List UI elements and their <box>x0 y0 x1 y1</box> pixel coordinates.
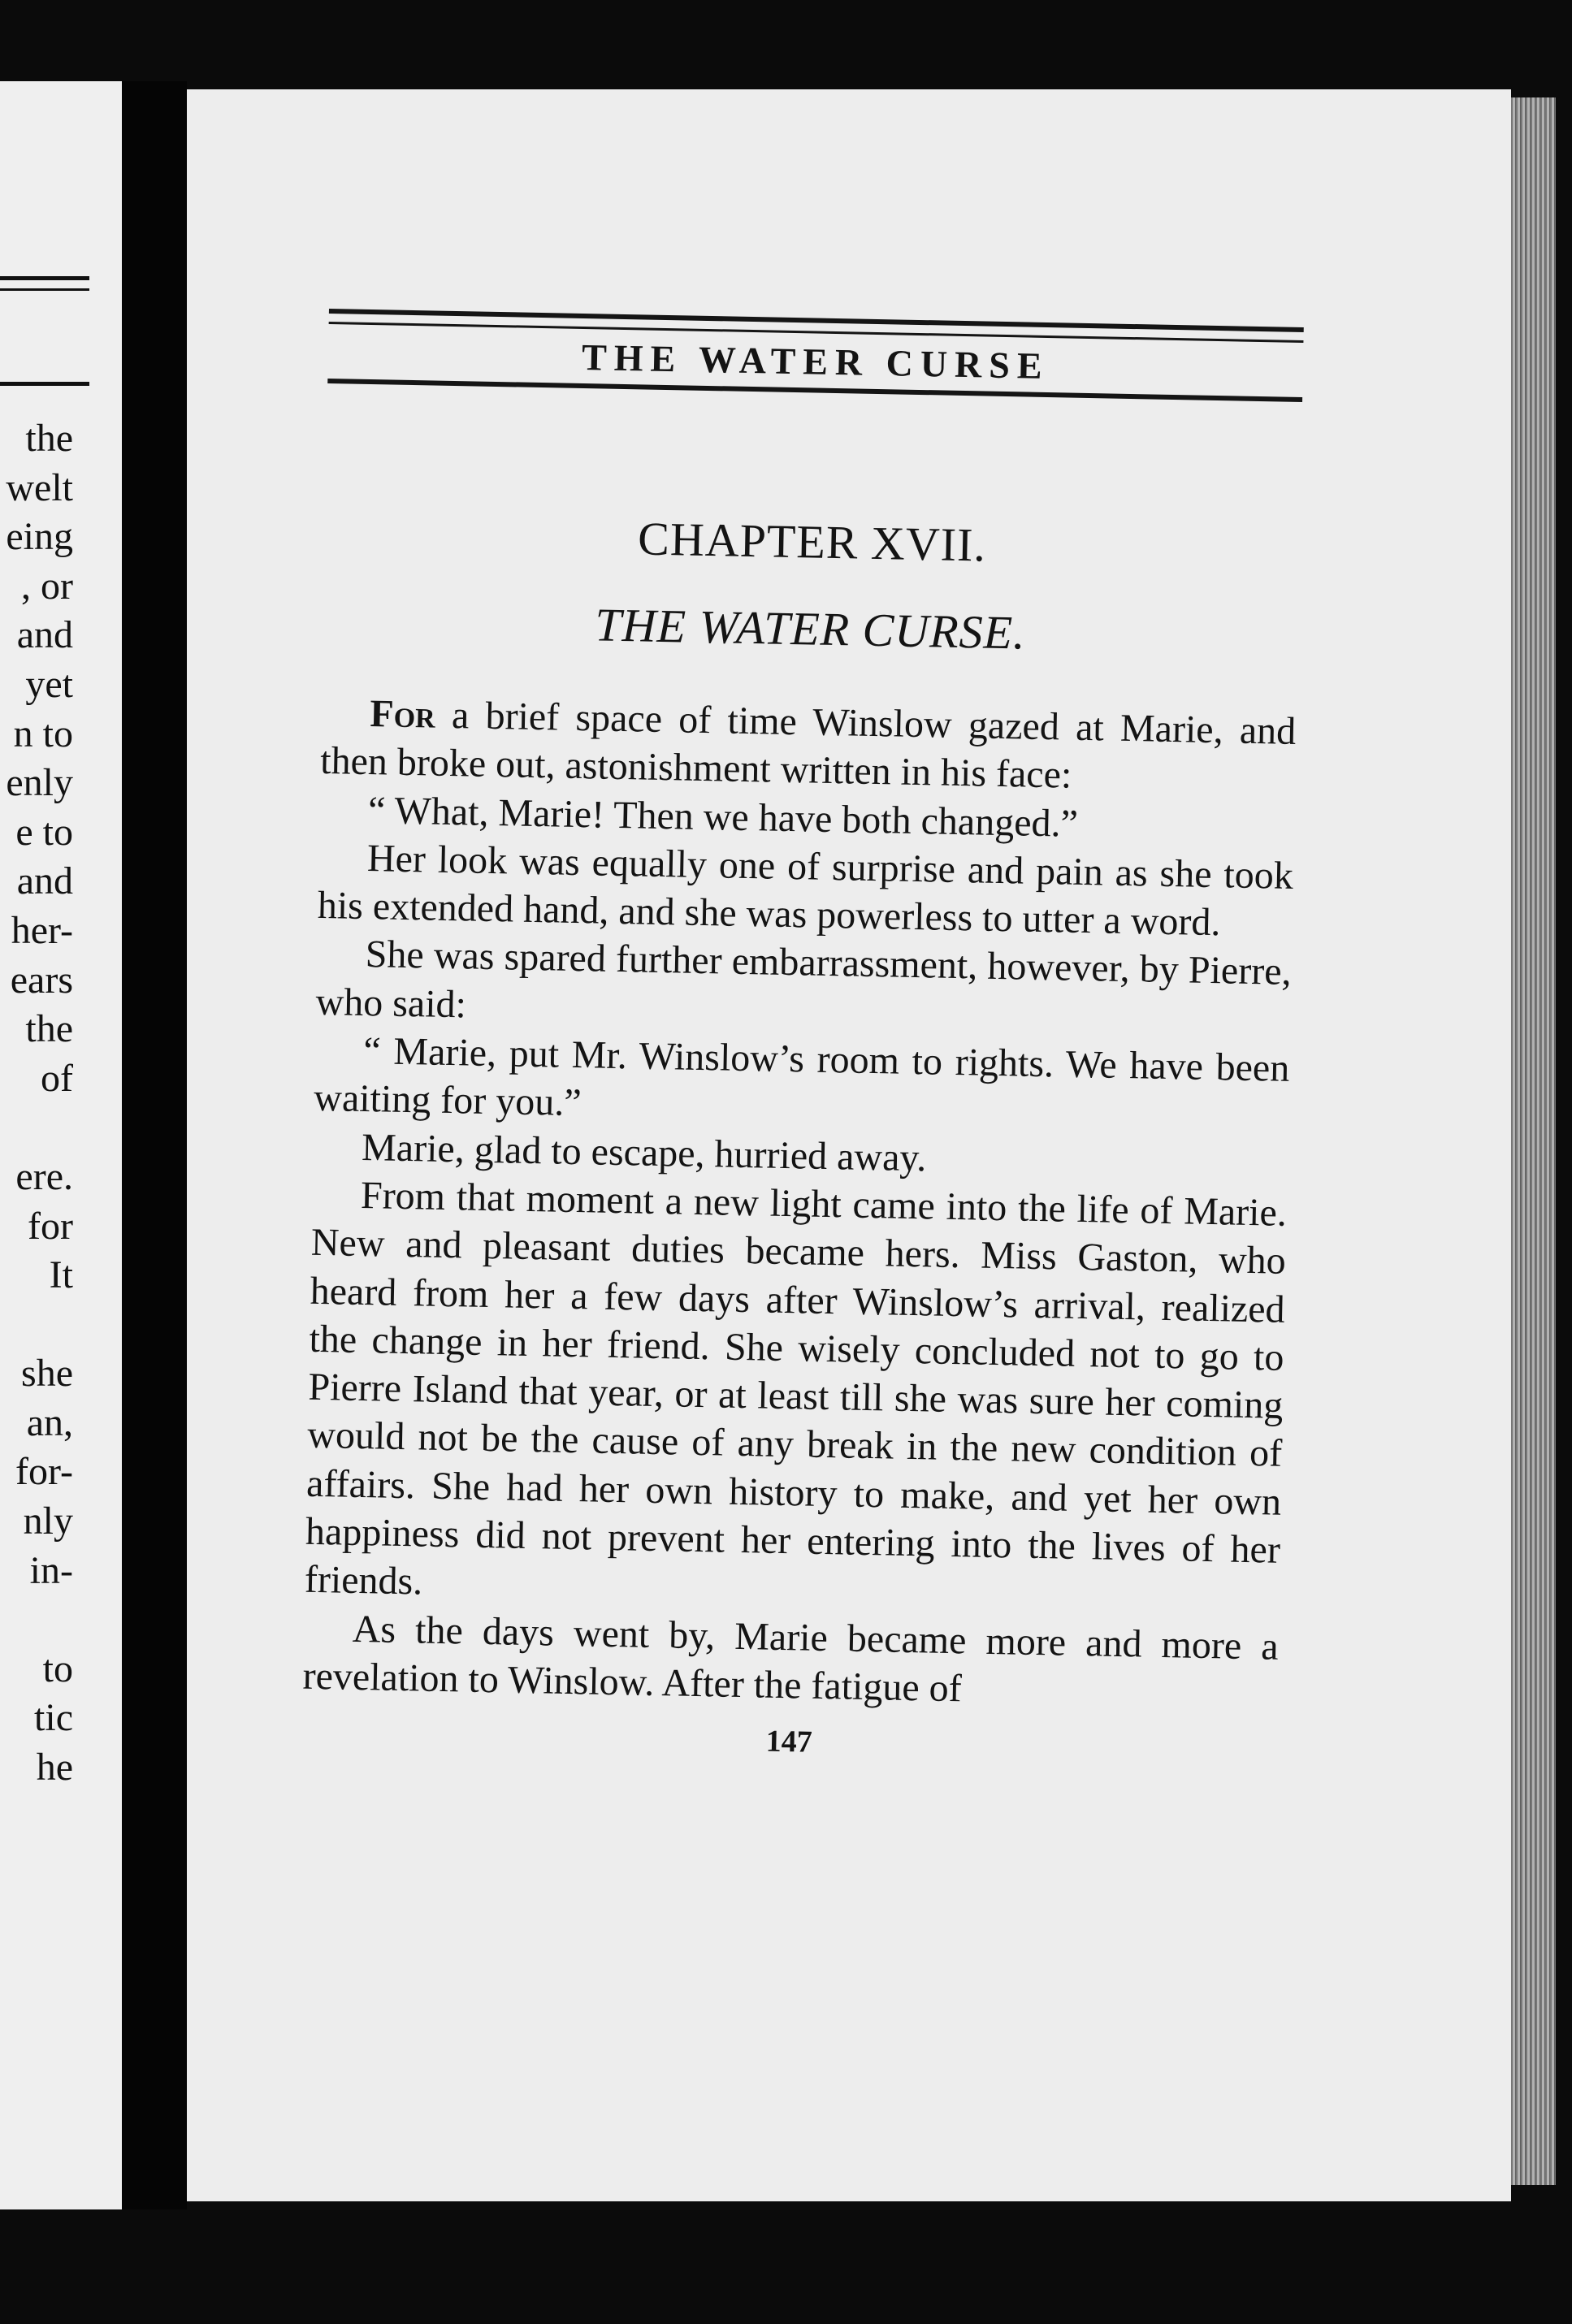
page-content <box>301 309 1304 1769</box>
paragraph <box>320 689 1297 804</box>
left-page-fragment: ears <box>10 958 73 1002</box>
paragraph <box>315 929 1292 1045</box>
left-page-fragment: and <box>16 859 73 903</box>
book-page <box>187 89 1511 2201</box>
left-page-fragment: the <box>25 1007 73 1051</box>
left-page-fragment: for <box>28 1204 73 1248</box>
left-page-fragment: she <box>21 1352 73 1396</box>
page-number: 147 <box>765 1724 813 1759</box>
left-page-fragment: an, <box>26 1400 73 1444</box>
left-page-fragment: to <box>42 1647 73 1690</box>
paragraph <box>302 1603 1279 1719</box>
left-page-fragment: the <box>25 417 73 460</box>
left-page-fragment: eing <box>6 515 73 559</box>
left-page-fragment: n to <box>13 712 73 755</box>
paragraph <box>317 833 1293 949</box>
left-page-fragment: and <box>16 613 73 657</box>
paragraph <box>314 1026 1290 1141</box>
left-page-fragment <box>6 1595 73 1645</box>
paragraph <box>304 1171 1287 1623</box>
running-head: THE WATER CURSE <box>581 335 1050 387</box>
chapter-title: THE WATER CURSE. <box>594 598 1027 660</box>
left-page-text-fragments <box>6 414 73 1793</box>
book-gutter <box>122 81 187 2209</box>
left-page-fragment: he <box>36 1746 73 1790</box>
left-page-rule-mid <box>0 288 89 291</box>
left-page-fragment <box>6 1300 73 1350</box>
left-page-fragment: e to <box>15 810 73 854</box>
left-page-rule-bottom <box>0 382 89 386</box>
left-page-fragment: nly <box>23 1500 73 1543</box>
left-page-fragment: ere. <box>15 1154 73 1198</box>
left-page-rule-top <box>0 276 89 280</box>
paragraph-text: a brief space of time Winslow gazed at Marie, and then broke out, astonishment written in his face: <box>319 693 1297 797</box>
left-page-fragment: yet <box>25 662 73 706</box>
left-page-fragment: of <box>41 1056 73 1100</box>
chapter-body-text <box>302 689 1297 1719</box>
left-page-fragment <box>6 1103 73 1153</box>
left-facing-page <box>0 81 122 2209</box>
paragraph-lead-word: For <box>369 692 436 737</box>
left-page-fragment: in- <box>29 1548 73 1592</box>
page-stack-edge <box>1511 97 1556 2185</box>
paragraph-text: “ What, Marie! Then we have both changed.” <box>367 788 1079 846</box>
left-page-fragment: , or <box>21 564 73 608</box>
left-page-fragment: her- <box>11 908 73 952</box>
paragraph-text: From that moment a new light came into the life of Marie. New and pleasant duties became hers. Miss Gaston, who heard from her a few days after Winslow’s arrival, realized the change in her friend. She wisely concluded not to go to Pierre Island that year, or at least till she was sure her coming would not be the cause of any break in the new condition of affairs. She had her own history to make, and yet her own happiness did not prevent her entering into the lives of her friends. <box>304 1173 1288 1603</box>
chapter-number: CHAPTER XVII. <box>637 512 987 572</box>
left-page-fragment: enly <box>6 761 73 805</box>
left-page-fragment: It <box>49 1253 73 1297</box>
paragraph-text: “ Marie, put Mr. Winslow’s room to rights. We have been waiting for you.” <box>313 1029 1290 1125</box>
left-page-fragment: for- <box>15 1450 73 1494</box>
paragraph-text: Marie, glad to escape, hurried away. <box>361 1125 927 1179</box>
paragraph-text: Her look was equally one of surprise and pain as she took his extended hand, and she was powerless to utter a word. <box>317 836 1294 945</box>
left-page-fragment: welt <box>6 465 73 509</box>
paragraph-text: She was spared further embarrassment, however, by Pierre, who said: <box>315 933 1293 1027</box>
paragraph-text: As the days went by, Marie became more and more a revelation to Winslow. After the fatigue of <box>302 1607 1280 1711</box>
left-page-fragment: tic <box>34 1696 73 1740</box>
